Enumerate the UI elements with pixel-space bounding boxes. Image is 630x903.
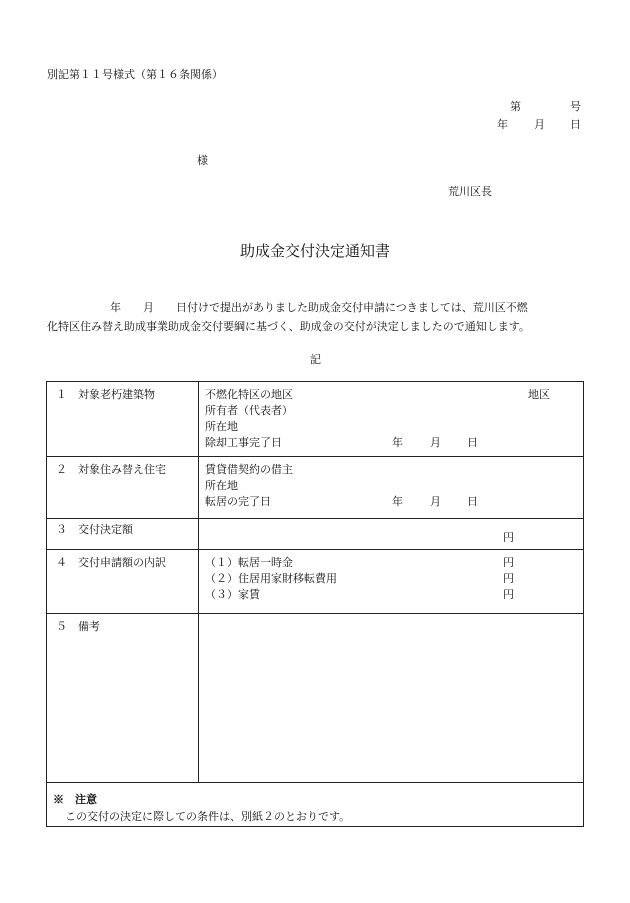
table-row-new-residence [47, 457, 583, 519]
form-reference: 別記第１１号様式（第１６条関係） [47, 68, 223, 81]
addressee-suffix: 様 [197, 154, 208, 167]
row1-month: 月 [430, 436, 441, 449]
row2-location: 所在地 [205, 479, 238, 492]
row4-item-2: （２）住居用家財移転費用 [205, 572, 337, 585]
row4-item-3: （３）家賃 [205, 588, 260, 601]
date-day: 日 [570, 118, 581, 131]
row1-demolition-date: 除却工事完了日 [205, 436, 282, 449]
row2-day: 日 [467, 495, 478, 508]
row2-month: 月 [430, 495, 441, 508]
issuer: 荒川区長 [448, 185, 492, 198]
table-row-target-building [47, 382, 583, 457]
table-row-amount-breakdown [47, 550, 583, 614]
row4-yen-1: 円 [503, 556, 514, 569]
row1-year: 年 [392, 436, 403, 449]
row4-label: ４ 交付申請額の内訳 [56, 556, 166, 569]
note-text: この交付の決定に際しての条件は、別紙２のとおりです。 [65, 810, 351, 823]
row1-day: 日 [467, 436, 478, 449]
date-year: 年 [497, 118, 508, 131]
row4-yen-2: 円 [503, 572, 514, 585]
body-line-2: 化特区住み替え助成事業助成金交付要綱に基づく、助成金の交付が決定しましたので通知します。 [47, 320, 530, 333]
table-row-grant-amount [47, 519, 583, 550]
table-row-remarks [47, 614, 583, 783]
body-line-1: 年 月 日付けで提出がありました助成金交付申請につきましては、荒川区不燃 [110, 301, 528, 314]
row3-yen: 円 [503, 531, 514, 544]
row1-district: 不燃化特区の地区 [205, 388, 293, 401]
note-heading: ※ 注意 [53, 793, 97, 806]
row4-yen-3: 円 [503, 588, 514, 601]
row1-district-suffix: 地区 [528, 388, 550, 401]
date-month: 月 [534, 118, 545, 131]
number-go: 号 [570, 100, 581, 113]
row1-owner: 所有者（代表者） [205, 404, 293, 417]
row2-move-date: 転居の完了日 [205, 495, 271, 508]
row4-item-1: （１）転居一時金 [205, 556, 293, 569]
details-table [46, 381, 584, 827]
row1-location: 所在地 [205, 420, 238, 433]
row1-label: １ 対象老朽建築物 [56, 388, 155, 401]
number-dai: 第 [510, 100, 521, 113]
row3-label: ３ 交付決定額 [56, 523, 133, 536]
row2-lessee: 賃貸借契約の借主 [205, 463, 293, 476]
row5-label: ５ 備考 [56, 620, 100, 633]
document-title: 助成金交付決定通知書 [239, 242, 390, 260]
row2-label: ２ 対象住み替え住宅 [56, 463, 166, 476]
row2-year: 年 [392, 495, 403, 508]
ki-heading: 記 [310, 353, 321, 366]
